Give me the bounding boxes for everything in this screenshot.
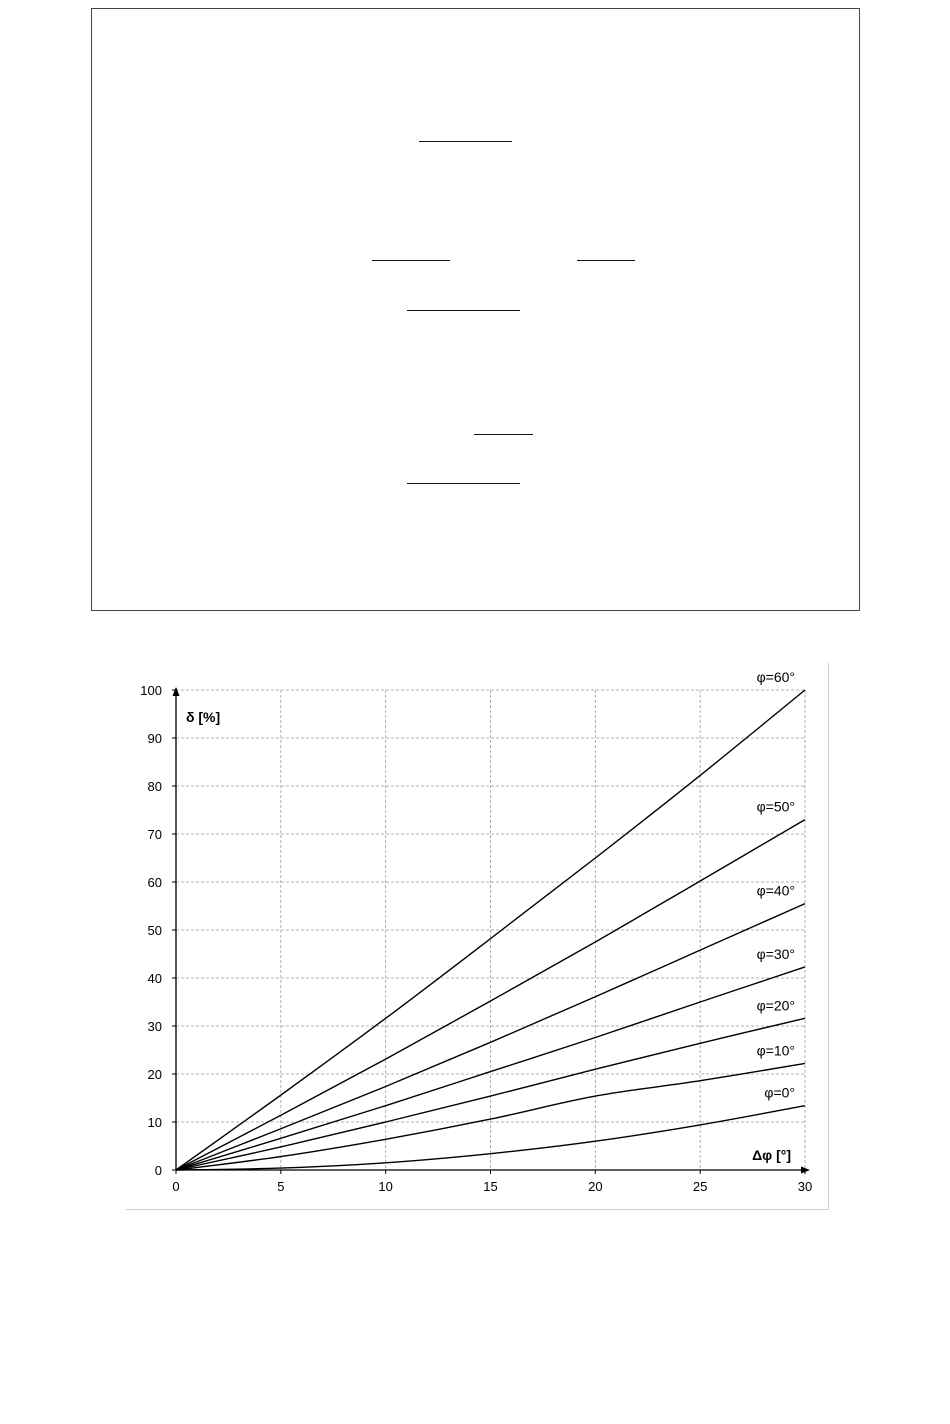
grid [176, 690, 805, 1170]
y-tick-label: 90 [147, 731, 162, 746]
y-axis-arrow [173, 687, 180, 696]
y-tick-label: 70 [147, 827, 162, 842]
x-tick-label: 20 [588, 1179, 603, 1194]
series-label: φ=30° [756, 945, 795, 962]
series-label: φ=10° [756, 1042, 795, 1059]
x-axis-label: Δφ [°] [752, 1147, 791, 1163]
axes [172, 687, 810, 1174]
x-tick-label: 25 [692, 1179, 708, 1194]
x-tick-label: 5 [277, 1179, 285, 1194]
x-tick-label: 15 [483, 1179, 498, 1194]
series-label: φ=60° [756, 669, 795, 685]
y-tick-label: 40 [147, 971, 162, 986]
y-tick-label: 20 [147, 1067, 162, 1082]
y-tick-label: 80 [147, 779, 162, 794]
y-tick-label: 60 [147, 875, 162, 890]
series-label: φ=20° [756, 997, 795, 1014]
series-label: φ=50° [756, 798, 795, 815]
y-tick-label: 30 [147, 1019, 162, 1034]
y-tick-label: 100 [140, 683, 162, 698]
series-label: φ=0° [764, 1084, 795, 1101]
y-axis-label: δ [%] [186, 709, 221, 725]
x-tick-label: 10 [378, 1179, 393, 1194]
labels [140, 669, 812, 1194]
y-tick-label: 50 [147, 923, 162, 938]
x-tick-label: 0 [172, 1179, 180, 1194]
series-label: φ=40° [756, 882, 795, 899]
y-tick-label: 0 [154, 1163, 162, 1178]
x-tick-label: 30 [797, 1179, 813, 1194]
y-tick-label: 10 [147, 1115, 162, 1130]
